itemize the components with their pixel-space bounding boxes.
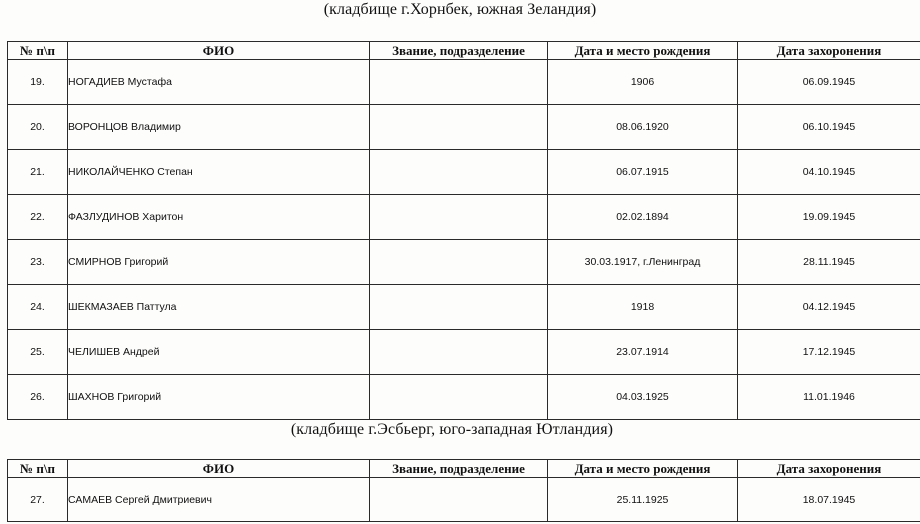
header-num: № п\п (8, 460, 68, 478)
header-burial: Дата захоронения (738, 460, 920, 478)
table-row (8, 240, 920, 285)
cell-fio: ВОРОНЦОВ Владимир (68, 105, 370, 150)
cell-birth: 02.02.1894 (548, 195, 738, 240)
burial-table-esbjerg (7, 459, 920, 522)
cell-rank (370, 60, 548, 105)
cell-num: 26. (8, 375, 68, 420)
header-burial: Дата захоронения (738, 42, 920, 60)
cell-fio: ФАЗЛУДИНОВ Харитон (68, 195, 370, 240)
burial-table-hornbaek (7, 41, 920, 420)
header-rank: Звание, подразделение (370, 42, 548, 60)
cell-burial: 19.09.1945 (738, 195, 920, 240)
cell-fio: СМИРНОВ Григорий (68, 240, 370, 285)
cell-burial: 17.12.1945 (738, 330, 920, 375)
header-fio: ФИО (68, 460, 370, 478)
cell-birth: 25.11.1925 (548, 478, 738, 522)
cell-num: 23. (8, 240, 68, 285)
cell-fio: ЧЕЛИШЕВ Андрей (68, 330, 370, 375)
header-birth: Дата и место рождения (548, 42, 738, 60)
cell-burial: 06.10.1945 (738, 105, 920, 150)
cell-fio: НИКОЛАЙЧЕНКО Степан (68, 150, 370, 195)
cell-burial: 04.10.1945 (738, 150, 920, 195)
cell-fio: ШАХНОВ Григорий (68, 375, 370, 420)
cell-num: 25. (8, 330, 68, 375)
table-body (8, 478, 920, 522)
cell-burial: 11.01.1946 (738, 375, 920, 420)
cell-birth: 30.03.1917, г.Ленинград (548, 240, 738, 285)
table-header-row (8, 42, 920, 60)
cell-rank (370, 240, 548, 285)
table-row (8, 285, 920, 330)
table-body (8, 60, 920, 420)
cell-burial: 18.07.1945 (738, 478, 920, 522)
cell-fio: САМАЕВ Сергей Дмитриевич (68, 478, 370, 522)
cell-fio: ШЕКМАЗАЕВ Паттула (68, 285, 370, 330)
cell-birth: 1906 (548, 60, 738, 105)
header-rank: Звание, подразделение (370, 460, 548, 478)
cell-burial: 28.11.1945 (738, 240, 920, 285)
section-caption-esbjerg: (кладбище г.Эсбьерг, юго-западная Ютландия) (290, 421, 614, 438)
cell-num: 22. (8, 195, 68, 240)
table-row (8, 60, 920, 105)
cell-burial: 06.09.1945 (738, 60, 920, 105)
cell-burial: 04.12.1945 (738, 285, 920, 330)
cell-rank (370, 478, 548, 522)
cell-rank (370, 285, 548, 330)
cell-rank (370, 330, 548, 375)
cell-birth: 08.06.1920 (548, 105, 738, 150)
table-header-row (8, 460, 920, 478)
cell-birth: 06.07.1915 (548, 150, 738, 195)
cell-birth: 04.03.1925 (548, 375, 738, 420)
cell-fio: НОГАДИЕВ Мустафа (68, 60, 370, 105)
header-fio: ФИО (68, 42, 370, 60)
cell-num: 24. (8, 285, 68, 330)
table-row (8, 330, 920, 375)
cell-rank (370, 375, 548, 420)
cell-num: 27. (8, 478, 68, 522)
table-row (8, 105, 920, 150)
table-row (8, 195, 920, 240)
header-birth: Дата и место рождения (548, 460, 738, 478)
cell-num: 20. (8, 105, 68, 150)
cell-num: 21. (8, 150, 68, 195)
cell-rank (370, 195, 548, 240)
cell-rank (370, 150, 548, 195)
section-caption-hornbaek: (кладбище г.Хорнбек, южная Зеландия) (323, 1, 597, 18)
cell-rank (370, 105, 548, 150)
cell-birth: 23.07.1914 (548, 330, 738, 375)
cell-num: 19. (8, 60, 68, 105)
table-row (8, 478, 920, 522)
header-num: № п\п (8, 42, 68, 60)
table-row (8, 375, 920, 420)
cell-birth: 1918 (548, 285, 738, 330)
table-row (8, 150, 920, 195)
